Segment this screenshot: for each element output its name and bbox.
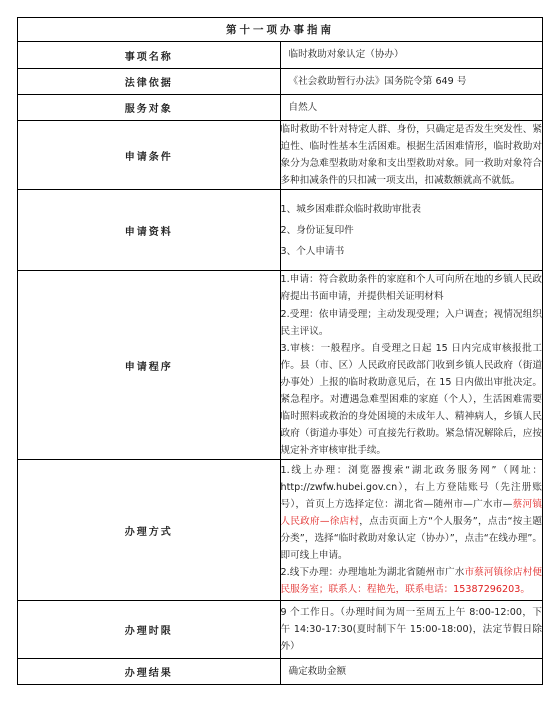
procedure-accept: 2.受理：依申请受理；主动发现受理；入户调查；视情况组织民主评议。 xyxy=(280,308,542,337)
materials-item: 2、身份证复印件 xyxy=(280,224,354,236)
procedure-review: 3.审核：一般程序。自受理之日起 15 日内完成审核报批工作。县（市、区）人民政府民政部门收到乡镇人民政府（街道办事处）上报的临时救助意见后，在 15 日内做出审批决定。紧急程序。对遭遇急难型困难的家庭（个人），生活困难需要临时照料或救治的身处困境的未成年人、精神病人，乡镇人民政府（街道办事处）可直接先行救助。紧急情况解除后，应按规定补齐审核审批手续。 xyxy=(280,342,542,456)
method-online xyxy=(281,462,543,564)
method-offline-contact: 市蔡河镇徐店村便民服务室；联系人：程艳先，联系电话：15387296203。 xyxy=(280,567,543,596)
method-offline-text: 2.线下办理：办理地址为湖北省随州市广水 xyxy=(280,567,465,579)
procedure-content xyxy=(280,271,543,460)
materials-item: 1、城乡困难群众临时救助审批表 xyxy=(280,203,421,215)
conditions-label: 申请条件 xyxy=(18,121,281,190)
method-online-steps: ，点击页面上方“个人服务”，点击“按主题分类”，选择“临时救助对象认定（协办）”，点击“在线办理”。即可线上申请。 xyxy=(280,516,542,562)
result-value: 确定救助金额 xyxy=(280,659,543,685)
legal-basis-value: 《社会救助暂行办法》国务院令第 649 号 xyxy=(280,69,543,95)
item-name-value: 临时救助对象认定（协办） xyxy=(280,42,543,69)
method-label: 办理方式 xyxy=(18,460,281,601)
method-online-text: 1.线上办理：浏览器搜索“湖北政务服务网”（网址：http://zwfw.hubei.gov.cn），右上方登陆账号（先注册账号），首页上方选择定位：湖北省—随州市—广水市— xyxy=(280,464,542,510)
service-target-value: 自然人 xyxy=(280,95,543,121)
guide-title: 第十一项办事指南 xyxy=(18,18,543,42)
item-name-label: 事项名称 xyxy=(18,42,281,69)
service-guide-table xyxy=(17,17,543,685)
materials-label: 申请资料 xyxy=(18,190,281,271)
legal-basis-label: 法律依据 xyxy=(18,69,281,95)
procedure-label: 申请程序 xyxy=(18,271,281,460)
result-label: 办理结果 xyxy=(18,659,281,685)
time-limit-label: 办理时限 xyxy=(18,601,281,659)
service-target-label: 服务对象 xyxy=(18,95,281,121)
materials-item: 3、个人申请书 xyxy=(280,245,345,257)
method-content xyxy=(280,460,543,601)
time-limit-value: 9 个工作日。（办理时间为周一至周五上午 8:00-12:00，下午 14:30-17:30(夏时制下午 15:00-18:00)，法定节假日除外） xyxy=(280,601,543,659)
materials-list xyxy=(280,190,543,271)
conditions-value: 临时救助不针对特定人群、身份，只确定是否发生突发性、紧迫性、临时性基本生活困难。根据生活困难情形，临时救助对象分为急难型救助对象和支出型救助对象。同一救助对象符合多种扣减条件的只扣减一项支出，扣减数额就高不就低。 xyxy=(280,121,543,190)
procedure-apply: 1.申请：符合救助条件的家庭和个人可向所在地的乡镇人民政府提出书面申请，并提供相关证明材料 xyxy=(280,274,542,303)
method-online-location: 蔡河镇人民政府—徐店村 xyxy=(280,498,543,527)
method-offline xyxy=(281,564,543,598)
